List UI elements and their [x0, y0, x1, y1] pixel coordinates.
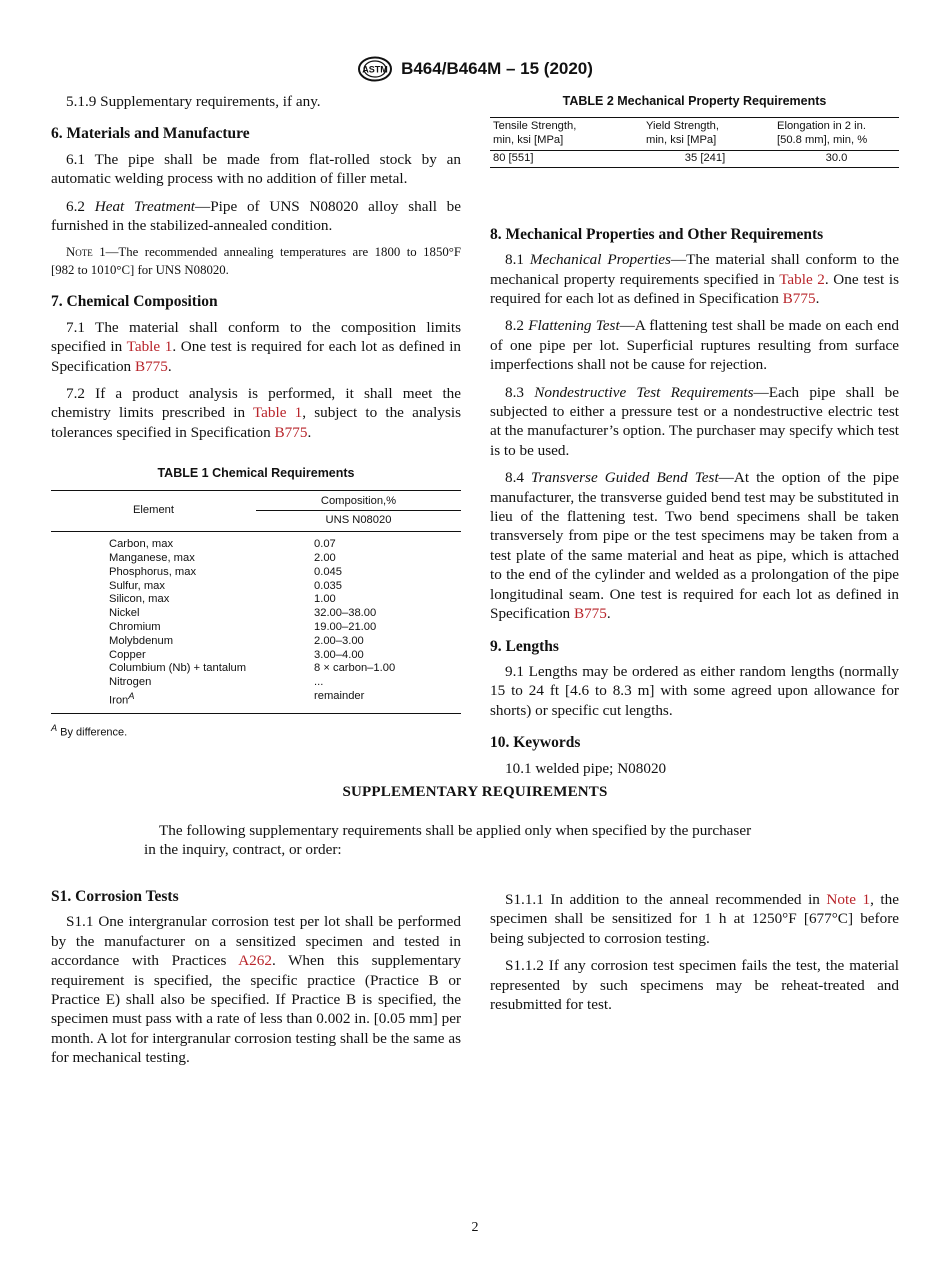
table-row — [51, 676, 461, 690]
element-name: Columbium (Nb) + tantalum — [109, 662, 247, 675]
link-b775[interactable]: B775 — [134, 357, 168, 375]
composition-value: 2.00–3.00 — [314, 634, 364, 647]
supplementary-section — [0, 783, 950, 1067]
element-name: Nickel — [109, 607, 140, 620]
supplementary-title: SUPPLEMENTARY REQUIREMENTS — [342, 784, 608, 800]
col-uns: UNS N08020 — [325, 514, 392, 527]
link-table-2[interactable]: Table 2 — [779, 270, 825, 288]
table-row — [51, 538, 461, 552]
composition-value: 0.045 — [314, 565, 342, 578]
heading-6: 6. Materials and Manufacture — [51, 125, 250, 143]
note-1: Note 1—The recommended annealing temperatures are 1800 to 1850°F [982 to 1010°C] for UNS N08020. — [51, 245, 461, 278]
table-row — [51, 621, 461, 635]
para-8-1: 8.1 Mechanical Properties—The material shall conform to the mechanical property requirements specified in Table 2. One test is required for each lot as defined in Specification B775. — [490, 251, 900, 308]
col-element: Element — [132, 504, 175, 517]
para-s1-1: S1.1 One intergranular corrosion test per lot shall be performed by the manufacturer on a sensitized specimen and tested in accordance with Practices A262. When this supplementary requirement is specified, the specific practice (Practice B or Practice E) shall also be specified. If Practice B is specified, the specimen must pass with a rate of less than 0.002 in. [0.05 mm] per month. A lot for intergranular corrosion testing shall be the same as for mechanical testing. — [51, 913, 461, 1067]
supplementary-intro: The following supplementary requirements shall be applied only when specified by the purchaser in the inquiry, contract, or order: — [144, 822, 752, 859]
composition-value: 2.00 — [314, 552, 336, 565]
left-column — [51, 92, 461, 743]
astm-logo-icon — [357, 56, 393, 82]
link-table-1[interactable]: Table 1 — [126, 338, 173, 356]
heading-8: 8. Mechanical Properties and Other Requirements — [490, 225, 824, 243]
right-column — [490, 92, 899, 786]
link-b775[interactable]: B775 — [274, 423, 308, 441]
composition-value: 0.07 — [314, 538, 336, 551]
element-name: Nitrogen — [109, 676, 152, 689]
composition-value: 1.00 — [314, 593, 336, 606]
page-number: 2 — [471, 1220, 479, 1235]
table-row — [51, 566, 461, 580]
para-5-1-9: 5.1.9 Supplementary requirements, if any. — [66, 93, 321, 110]
para-s1-1-2: S1.1.2 If any corrosion test specimen fails the test, the material represented by such specimens may be reheat-treated and resubmitted for test. — [490, 957, 899, 1014]
composition-value: 0.035 — [314, 579, 342, 592]
link-table-1[interactable]: Table 1 — [252, 404, 303, 422]
table-row — [51, 649, 461, 663]
col-elongation: Elongation in 2 in. [50.8 mm], min, % — [777, 120, 868, 147]
para-6-2: 6.2 Heat Treatment—Pipe of UNS N08020 alloy shall be furnished in the stabilized-annealed condition. — [51, 197, 462, 235]
cell-elongation: 30.0 — [825, 152, 848, 164]
link-b775[interactable]: B775 — [782, 290, 816, 308]
table-row — [51, 593, 461, 607]
composition-value: 3.00–4.00 — [314, 648, 364, 661]
element-name: Sulfur, max — [109, 579, 165, 592]
composition-value: remainder — [314, 690, 365, 703]
element-name: Molybdenum — [109, 634, 174, 647]
para-7-1: 7.1 The material shall conform to the composition limits specified in Table 1. One test is required for each lot as defined in Specification B775. — [51, 318, 462, 375]
para-s1-1-1: S1.1.1 In addition to the anneal recommended in Note 1, the specimen shall be sensitized for 1 h at 1250°F [677°C] before being subjected to corrosion testing. — [490, 891, 899, 947]
composition-value: 32.00–38.00 — [314, 607, 377, 620]
para-8-4: 8.4 Transverse Guided Bend Test—At the option of the pipe manufacturer, the transverse guided bend test may be substituted in lieu of the flattening test. Two bend specimens shall be taken transversely from pipe or the test specimens may be taken from a test plate of the same material and heat as pipe, which is attached to the end of the cylinder and welded as a prolongation of the pipe longitudinal seam. One test is required for each lot as defined in Specification B775. — [490, 469, 899, 623]
table-row — [51, 607, 461, 621]
para-8-3: 8.3 Nondestructive Test Requirements—Each pipe shall be subjected to either a pressure test or a nondestructive electric test at the manufacturer’s option. The purchaser may specify which test is to be used. — [490, 383, 899, 459]
element-name: Chromium — [109, 621, 161, 634]
col-tensile: Tensile Strength, min, ksi [MPa] — [493, 120, 577, 147]
para-9-1: 9.1 Lengths may be ordered as either random lengths (normally 15 to 24 ft [4.6 to 8.3 m] with some agreed upon allowance for shorts) or specific cut lengths. — [490, 662, 899, 719]
heading-s1: S1. Corrosion Tests — [51, 888, 179, 905]
table-row — [51, 662, 461, 676]
composition-value: 8 × carbon–1.00 — [314, 662, 396, 675]
para-7-2: 7.2 If a product analysis is performed, it shall meet the chemistry limits prescribed in Table 1, subject to the analysis tolerances specified in Specification B775. — [51, 385, 462, 441]
cell-yield: 35 [241] — [684, 152, 726, 164]
para-6-1: 6.1 The pipe shall be made from flat-rolled stock by an automatic welding process with no addition of filler metal. — [51, 150, 461, 188]
chemical-requirements-table — [51, 490, 461, 714]
composition-value: 19.00–21.00 — [314, 621, 377, 634]
element-name: Phosphorus, max — [109, 565, 197, 578]
supp-right-column — [490, 890, 899, 1022]
cell-tensile: 80 [551] — [493, 152, 534, 164]
composition-value: ... — [314, 676, 324, 689]
table-2-caption: TABLE 2 Mechanical Property Requirements — [562, 94, 827, 108]
heading-10: 10. Keywords — [490, 734, 581, 752]
col-yield: Yield Strength, min, ksi [MPa] — [646, 120, 719, 147]
element-name: Iron — [109, 694, 129, 707]
table-row — [51, 635, 461, 649]
table-1-footnote: $^A$ By difference. — [51, 722, 128, 739]
element-name: Manganese, max — [109, 552, 195, 565]
link-a262[interactable]: A262 — [238, 952, 272, 970]
table-row: Iron$^A$ remainder — [109, 690, 365, 707]
para-10-1: 10.1 welded pipe; N08020 — [505, 759, 667, 777]
heading-7: 7. Chemical Composition — [51, 293, 218, 311]
table-row — [51, 552, 461, 566]
heading-9: 9. Lengths — [490, 637, 559, 655]
supp-left-column — [51, 887, 461, 1076]
page-header — [0, 56, 950, 82]
para-8-2: 8.2 Flattening Test—A flattening test shall be made on each end of one pipe per lot. Superficial ruptures resulting from surface imperfections shall not be cause for rejection. — [490, 317, 900, 374]
logo-lettering: ASTM — [362, 64, 388, 75]
element-name: Silicon, max — [109, 593, 170, 606]
table-row — [51, 580, 461, 594]
link-b775[interactable]: B775 — [573, 605, 607, 623]
standard-designation: B464/B464M – 15 (2020) — [401, 59, 593, 78]
link-note-1[interactable]: Note 1 — [826, 891, 871, 908]
element-name: Copper — [109, 648, 146, 661]
element-name: Carbon, max — [109, 538, 174, 551]
col-composition: Composition,% — [256, 490, 461, 511]
table-1-caption: TABLE 1 Chemical Requirements — [157, 466, 355, 481]
mechanical-property-table — [490, 117, 899, 167]
